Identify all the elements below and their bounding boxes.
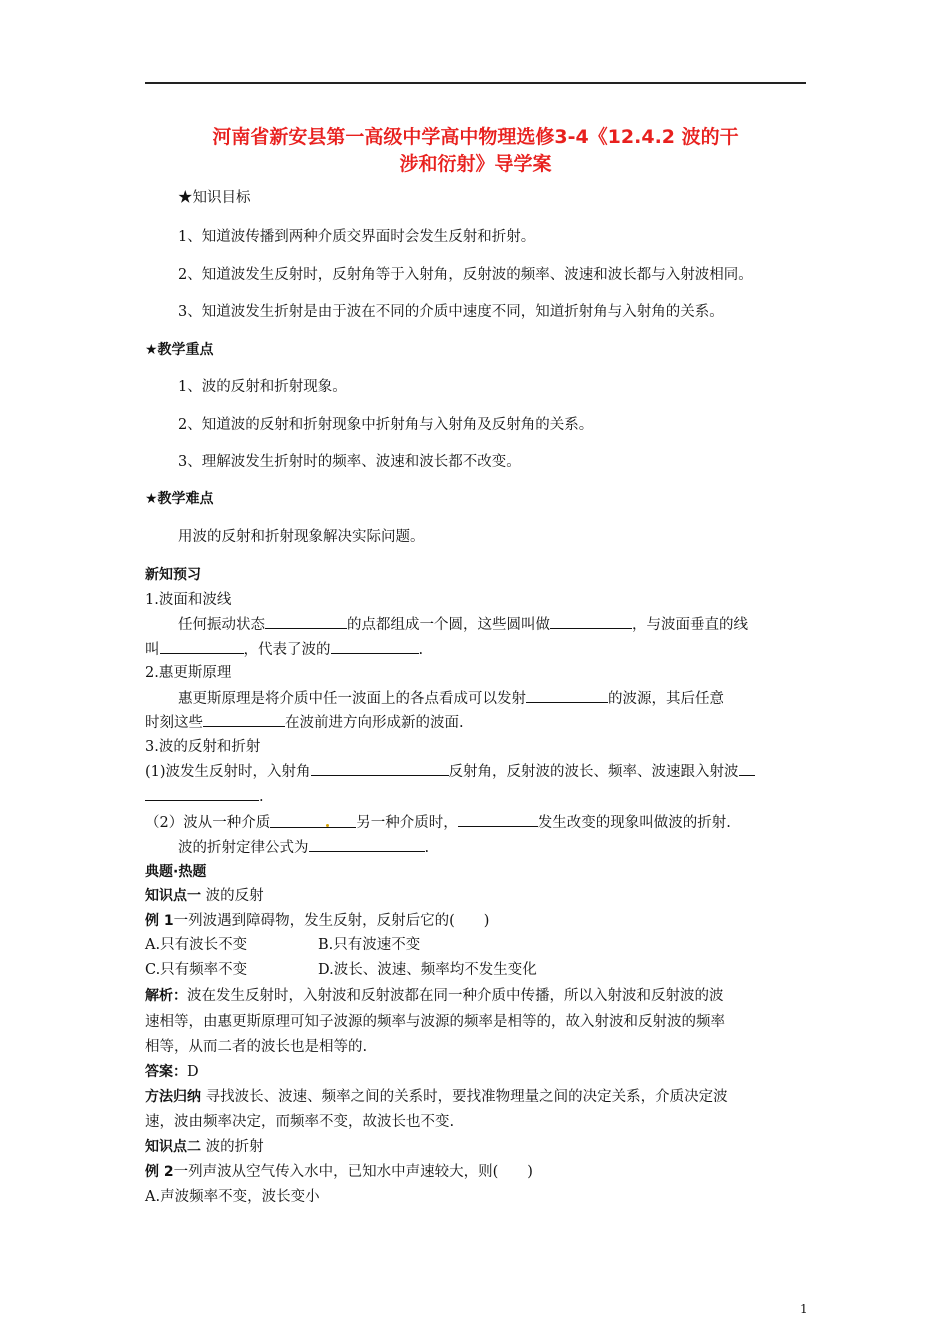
example-label: 例 2 — [145, 1164, 174, 1180]
kp-text: 波的折射 — [201, 1139, 264, 1155]
preview-s3-line3 — [145, 812, 731, 833]
fill-blank[interactable] — [270, 813, 356, 828]
answer — [145, 1062, 199, 1082]
example-text: 一列声波从空气传入水中，已知水中声速较大，则( ) — [173, 1164, 533, 1180]
text: ，代表了波的 — [243, 642, 331, 658]
example-1-question — [145, 911, 489, 931]
preview-s3-line2 — [145, 786, 264, 807]
fill-blank[interactable] — [265, 614, 347, 629]
preview-s3-title: 3.波的反射和折射 — [145, 739, 261, 755]
text: 时刻这些 — [145, 715, 203, 731]
fill-blank[interactable] — [203, 712, 285, 727]
option-c: C.只有频率不变 — [145, 962, 248, 978]
preview-s2-line2 — [145, 712, 464, 733]
key-points-heading: ★教学重点 — [145, 342, 214, 358]
option-a: A.只有波长不变 — [145, 937, 248, 953]
answer-label: 答案： — [145, 1064, 187, 1080]
text: . — [424, 840, 430, 856]
analysis-line-2: 速相等，由惠更斯原理可知子波源的频率与波源的频率是相等的，故入射波和反射波的频率 — [145, 1014, 725, 1030]
fill-blank[interactable] — [331, 639, 419, 654]
kp-label: 知识点二 — [145, 1139, 201, 1155]
preview-s1-title: 1.波面和波线 — [145, 592, 232, 608]
example-text: 一列波遇到障碍物，发生反射，反射后它的( ) — [173, 913, 490, 929]
text: 惠更斯原理是将介质中任一波面上的各点看成可以发射 — [178, 691, 526, 707]
preview-s1-line2 — [145, 639, 423, 660]
examples-heading: 典题·热题 — [145, 864, 207, 880]
analysis-line-3: 相等，从而二者的波长也是相等的. — [145, 1039, 368, 1055]
text: 波的折射定律公式为 — [178, 840, 309, 856]
fill-blank[interactable] — [739, 761, 755, 776]
analysis-label: 解析： — [145, 988, 187, 1004]
preview-s1-line1 — [178, 614, 748, 635]
title-line-2: 涉和衍射》导学案 — [399, 153, 552, 175]
difficult-points-heading: ★教学难点 — [145, 491, 214, 507]
analysis-text: 波在发生反射时，入射波和反射波都在同一种介质中传播，所以入射波和反射波的波 — [187, 988, 724, 1004]
fill-blank[interactable] — [160, 639, 244, 654]
preview-s3-line4 — [178, 837, 429, 858]
knowledge-point-1 — [145, 886, 264, 906]
preview-s3-line1 — [145, 761, 755, 782]
knowledge-point-2 — [145, 1137, 264, 1157]
goal-item: 2、知道波发生反射时，反射角等于入射角，反射波的频率、波速和波长都与入射波相同。 — [178, 267, 753, 283]
text: 的波源，其后任意 — [608, 691, 724, 707]
text: 在波前进方向形成新的波面. — [285, 715, 464, 731]
preview-s2-title: 2.惠更斯原理 — [145, 665, 232, 681]
method-line-2: 速，波由频率决定，而频率不变，故波长也不变. — [145, 1114, 455, 1130]
key-point-item: 1、波的反射和折射现象。 — [178, 379, 347, 395]
text: ，与波面垂直的线 — [632, 617, 748, 633]
key-point-item: 2、知道波的反射和折射现象中折射角与入射角及反射角的关系。 — [178, 417, 594, 433]
difficult-point-item: 用波的反射和折射现象解决实际问题。 — [178, 529, 425, 545]
text: (1)波发生反射时，入射角 — [145, 764, 311, 780]
method-label: 方法归纳 — [145, 1089, 201, 1105]
fill-blank[interactable] — [526, 688, 608, 703]
answer-value: D — [187, 1064, 199, 1080]
option-b: B.只有波速不变 — [318, 937, 421, 953]
document-title — [145, 124, 806, 178]
header-rule — [145, 82, 806, 84]
example-label: 例 1 — [145, 913, 174, 929]
text: 反射角，反射波的波长、频率、波速跟入射波 — [448, 764, 739, 780]
text: 的点都组成一个圆，这些圆叫做 — [347, 617, 550, 633]
fill-blank[interactable] — [311, 761, 449, 776]
option-d: D.波长、波速、频率均不发生变化 — [318, 962, 537, 978]
analysis-line-1 — [145, 986, 724, 1006]
fill-blank[interactable] — [550, 614, 632, 629]
key-point-item: 3、理解波发生折射时的频率、波速和波长都不改变。 — [178, 454, 521, 470]
method-text: 寻找波长、波速、频率之间的关系时，要找准物理量之间的决定关系，介质决定波 — [201, 1089, 728, 1105]
text: （2）波从一种介质 — [145, 815, 271, 831]
text: . — [418, 642, 424, 658]
example-2-question — [145, 1162, 533, 1182]
marker-dot — [326, 824, 329, 827]
text: 叫 — [145, 642, 160, 658]
goal-item: 1、知道波传播到两种介质交界面时会发生反射和折射。 — [178, 229, 536, 245]
text: 任何振动状态 — [178, 617, 265, 633]
preview-s2-line1 — [178, 688, 724, 709]
fill-blank[interactable] — [309, 837, 425, 852]
preview-heading: 新知预习 — [145, 567, 201, 583]
goal-item: 3、知道波发生折射是由于波在不同的介质中速度不同，知道折射角与入射角的关系。 — [178, 304, 724, 320]
fill-blank[interactable] — [145, 786, 259, 801]
text: . — [259, 789, 264, 805]
page-number: 1 — [800, 1302, 808, 1316]
text: 另一种介质时， — [356, 815, 458, 831]
method-line-1 — [145, 1087, 728, 1107]
example-2-option-a: A.声波频率不变，波长变小 — [145, 1189, 320, 1205]
title-line-1: 河南省新安县第一高级中学高中物理选修3-4《12.4.2 波的干 — [212, 126, 739, 148]
kp-text: 波的反射 — [201, 888, 264, 904]
kp-label: 知识点一 — [145, 888, 201, 904]
knowledge-goals-heading: ★知识目标 — [178, 190, 251, 206]
text: 发生改变的现象叫做波的折射. — [537, 815, 731, 831]
fill-blank[interactable] — [458, 812, 538, 827]
